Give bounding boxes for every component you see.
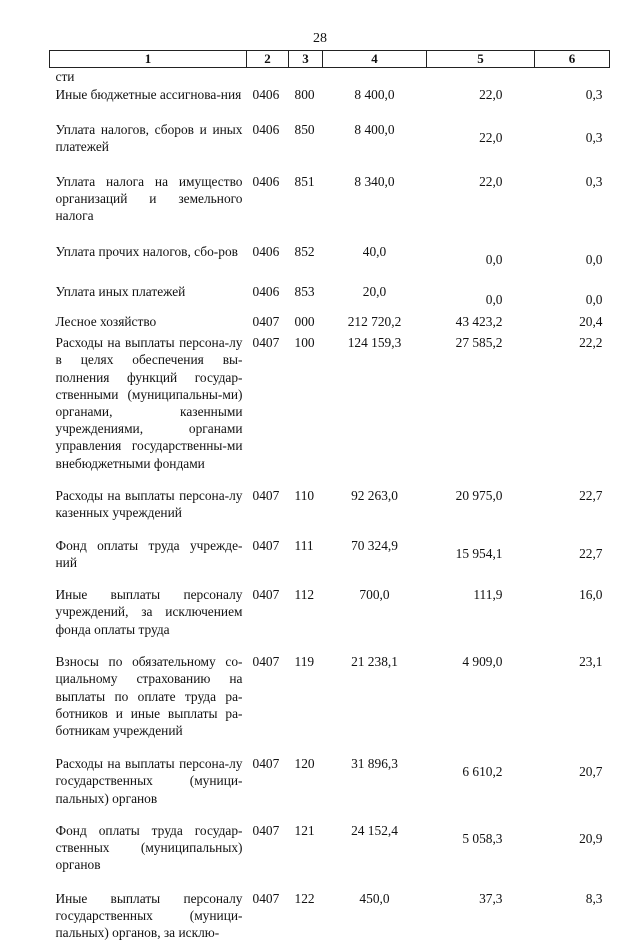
- row-execution-percent: 0,3: [535, 173, 610, 243]
- row-name: Взносы по обязательному со-циальному страхованию на выплаты по оплате труда ра-ботников и иные выплаты ра-ботникам учреждений: [50, 653, 247, 755]
- table-row: [50, 586, 610, 653]
- row-executed-amount: 27 585,2: [427, 334, 535, 487]
- row-execution-percent: 20,4: [535, 313, 610, 335]
- row-name: Иные выплаты персоналу государственных (муници-пальных) органов, за исклю-: [50, 890, 247, 941]
- table-row: [50, 313, 610, 335]
- table-row: [50, 283, 610, 312]
- column-header-6: 6: [535, 51, 610, 68]
- row-type-code: 120: [289, 755, 323, 822]
- table-row: [50, 173, 610, 243]
- row-executed-amount: 4 909,0: [427, 653, 535, 755]
- row-name: Уплата налогов, сборов и иных платежей: [50, 121, 247, 173]
- row-executed-amount: 0,0: [427, 283, 535, 312]
- row-type-code: 851: [289, 173, 323, 243]
- row-section-code: 0407: [247, 822, 289, 890]
- row-section-code: 0407: [247, 487, 289, 537]
- row-type-code: 852: [289, 243, 323, 283]
- row-type-code: 122: [289, 890, 323, 941]
- row-planned-amount: 31 896,3: [323, 755, 427, 822]
- table-row: [50, 334, 610, 487]
- row-section-code: 0406: [247, 121, 289, 173]
- row-planned-amount: 92 263,0: [323, 487, 427, 537]
- row-execution-percent: 22,2: [535, 334, 610, 487]
- row-planned-amount: 700,0: [323, 586, 427, 653]
- row-name: Иные бюджетные ассигнова-ния: [50, 86, 247, 121]
- row-type-code: 119: [289, 653, 323, 755]
- row-executed-amount: 22,0: [427, 121, 535, 173]
- row-executed-amount: 37,3: [427, 890, 535, 941]
- row-name: Лесное хозяйство: [50, 313, 247, 335]
- row-name: Расходы на выплаты персона-лу казенных учреждений: [50, 487, 247, 537]
- column-header-5: 5: [427, 51, 535, 68]
- row-executed-amount: 22,0: [427, 173, 535, 243]
- row-name: Расходы на выплаты персона-лу государственных (муници-пальных) органов: [50, 755, 247, 822]
- row-section-code: 0407: [247, 653, 289, 755]
- row-executed-amount: 5 058,3: [427, 822, 535, 890]
- row-execution-percent: 20,9: [535, 822, 610, 890]
- row-execution-percent: 0,3: [535, 121, 610, 173]
- row-type-code: 850: [289, 121, 323, 173]
- row-name: сти: [50, 68, 247, 86]
- row-executed-amount: 0,0: [427, 243, 535, 283]
- row-section-code: 0406: [247, 243, 289, 283]
- row-execution-percent: 22,7: [535, 537, 610, 586]
- row-execution-percent: 0,3: [535, 86, 610, 121]
- table-row: [50, 121, 610, 173]
- table-row: [50, 537, 610, 586]
- row-planned-amount: 124 159,3: [323, 334, 427, 487]
- row-executed-amount: 43 423,2: [427, 313, 535, 335]
- row-name: Расходы на выплаты персона-лу в целях обеспечения вы-полнения функций государ-ственными (муниципальны-ми) органами, казенными учреждениями, органами управления государственны-ми внебюджетными фондами: [50, 334, 247, 487]
- row-planned-amount: [323, 68, 427, 86]
- page-number: 28: [0, 31, 640, 47]
- row-planned-amount: 8 400,0: [323, 121, 427, 173]
- row-name: Фонд оплаты труда учрежде-ний: [50, 537, 247, 586]
- row-planned-amount: 24 152,4: [323, 822, 427, 890]
- row-planned-amount: 21 238,1: [323, 653, 427, 755]
- table-row: [50, 653, 610, 755]
- table-row: [50, 68, 610, 86]
- row-type-code: [289, 68, 323, 86]
- row-execution-percent: 8,3: [535, 890, 610, 941]
- row-executed-amount: 22,0: [427, 86, 535, 121]
- row-name: Фонд оплаты труда государ-ственных (муниципальных) органов: [50, 822, 247, 890]
- row-execution-percent: 16,0: [535, 586, 610, 653]
- row-type-code: 000: [289, 313, 323, 335]
- row-type-code: 111: [289, 537, 323, 586]
- table-row: [50, 890, 610, 941]
- row-execution-percent: 0,0: [535, 283, 610, 312]
- row-section-code: 0406: [247, 86, 289, 121]
- row-planned-amount: 8 400,0: [323, 86, 427, 121]
- table-row: [50, 755, 610, 822]
- row-executed-amount: 20 975,0: [427, 487, 535, 537]
- row-type-code: 110: [289, 487, 323, 537]
- row-execution-percent: 22,7: [535, 487, 610, 537]
- row-planned-amount: 70 324,9: [323, 537, 427, 586]
- row-section-code: 0407: [247, 334, 289, 487]
- row-name: Уплата налога на имущество организаций и земельного налога: [50, 173, 247, 243]
- row-planned-amount: 20,0: [323, 283, 427, 312]
- table-row: [50, 86, 610, 121]
- column-header-4: 4: [323, 51, 427, 68]
- row-name: Иные выплаты персоналу учреждений, за исключением фонда оплаты труда: [50, 586, 247, 653]
- column-header-2: 2: [247, 51, 289, 68]
- row-planned-amount: 8 340,0: [323, 173, 427, 243]
- row-planned-amount: 40,0: [323, 243, 427, 283]
- row-section-code: 0407: [247, 313, 289, 335]
- row-section-code: 0406: [247, 173, 289, 243]
- row-execution-percent: 20,7: [535, 755, 610, 822]
- row-type-code: 100: [289, 334, 323, 487]
- row-planned-amount: 450,0: [323, 890, 427, 941]
- row-section-code: 0407: [247, 537, 289, 586]
- row-executed-amount: 6 610,2: [427, 755, 535, 822]
- column-header-1: 1: [50, 51, 247, 68]
- row-planned-amount: 212 720,2: [323, 313, 427, 335]
- budget-table: [49, 50, 610, 941]
- row-type-code: 800: [289, 86, 323, 121]
- row-section-code: 0407: [247, 755, 289, 822]
- row-execution-percent: 23,1: [535, 653, 610, 755]
- row-type-code: 853: [289, 283, 323, 312]
- table-header-row: [50, 51, 610, 68]
- row-type-code: 112: [289, 586, 323, 653]
- table-row: [50, 487, 610, 537]
- row-executed-amount: 111,9: [427, 586, 535, 653]
- column-header-3: 3: [289, 51, 323, 68]
- row-execution-percent: 0,0: [535, 243, 610, 283]
- row-name: Уплата прочих налогов, сбо-ров: [50, 243, 247, 283]
- row-section-code: 0407: [247, 890, 289, 941]
- table-row: [50, 243, 610, 283]
- row-executed-amount: 15 954,1: [427, 537, 535, 586]
- row-name: Уплата иных платежей: [50, 283, 247, 312]
- row-type-code: 121: [289, 822, 323, 890]
- table-row: [50, 822, 610, 890]
- row-section-code: 0406: [247, 283, 289, 312]
- row-executed-amount: [427, 68, 535, 86]
- row-execution-percent: [535, 68, 610, 86]
- row-section-code: 0407: [247, 586, 289, 653]
- row-section-code: [247, 68, 289, 86]
